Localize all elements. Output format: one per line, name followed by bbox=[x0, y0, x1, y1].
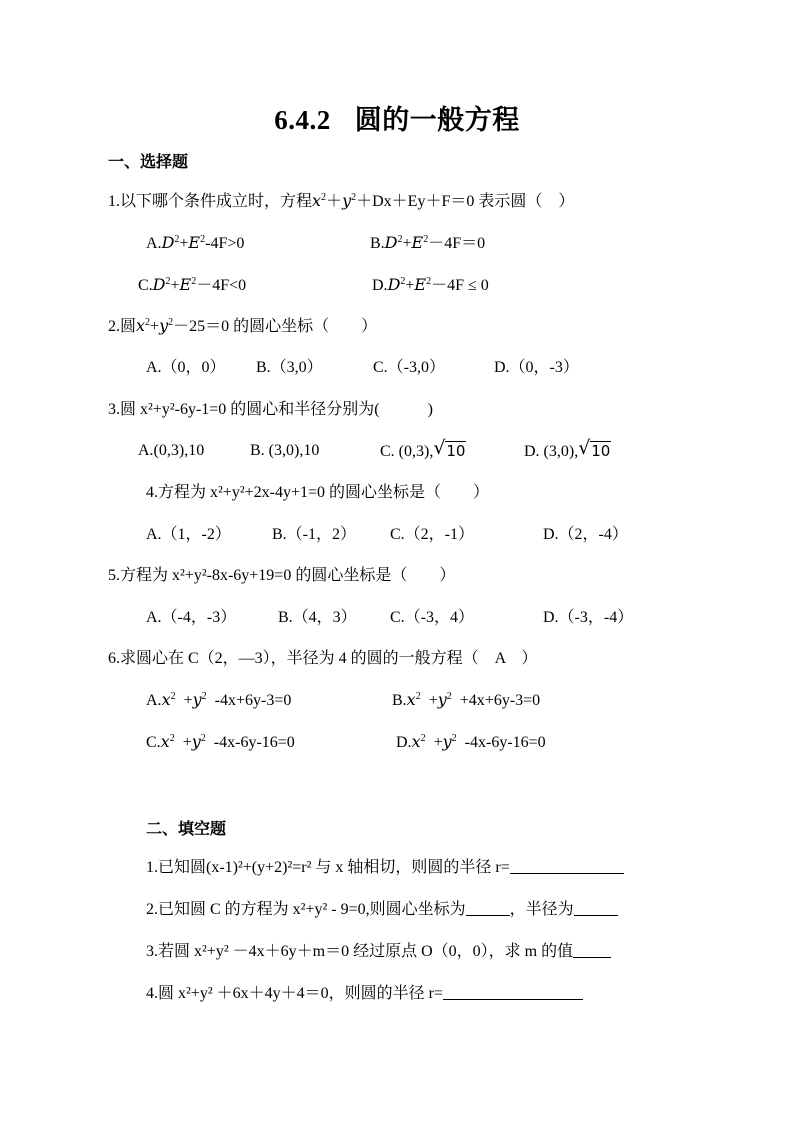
q2-option-a: A.（0，0） bbox=[146, 359, 226, 376]
q2-option-d: D.（0，-3） bbox=[494, 359, 579, 376]
fill-question-1: 1.已知圆(x-1)²+(y+2)²=r² 与 x 轴相切，则圆的半径 r= bbox=[146, 857, 624, 878]
q1-stem-start: 1.以下哪个条件成立时，方程 bbox=[108, 193, 313, 210]
question-1: 1.以下哪个条件成立时，方程$x^2+y^2+Dx+Ey+F=0$ 表示圆（ ） bbox=[108, 191, 575, 210]
q5-option-b: B.（4，3） bbox=[278, 609, 357, 626]
q1-option-d: $D.D^2+E^2-4F \le 0$ bbox=[372, 275, 489, 294]
square-root-symbol: √ 10 bbox=[433, 441, 466, 462]
q5-option-d: D.（-3，-4） bbox=[543, 609, 634, 626]
q1-stem-end: ＋Dx＋Ey＋F＝0 表示圆（ ） bbox=[356, 193, 575, 210]
question-2: 2.圆$x^2+y^2-25=0$ 的圆心坐标（ ） bbox=[108, 316, 378, 335]
question-5: 5.方程为 x²+y²-8x-6y+19=0 的圆心坐标是（ ） bbox=[108, 567, 456, 584]
section-heading-choice: 一、选择题 bbox=[108, 152, 189, 171]
q3-option-a: A.(0,3),10 bbox=[138, 442, 205, 459]
q2-option-b: B.（3,0） bbox=[256, 359, 323, 376]
q5-option-c: C.（-3，4） bbox=[390, 609, 475, 626]
q6-option-d: $D.x^2 +y^2$ -4x-6y-16=0 bbox=[396, 732, 546, 751]
question-6: 6.求圆心在 C（2，—3），半径为 4 的圆的一般方程（ A ） bbox=[108, 650, 538, 667]
q3-option-c: C. (0,3),√ 10 bbox=[380, 441, 466, 462]
question-3: 3.圆 x²+y²-6y-1=0 的圆心和半径分别为( ) bbox=[108, 401, 433, 418]
q4-option-d: D.（2，-4） bbox=[543, 526, 628, 543]
q4-option-b: B.（-1，2） bbox=[272, 526, 357, 543]
q6-option-a: $A.x^2 +y^2$ -4x+6y-3=0 bbox=[146, 690, 292, 709]
q5-option-a: A.（-4，-3） bbox=[146, 609, 237, 626]
answer-blank[interactable] bbox=[510, 857, 624, 874]
q3-option-b: B. (3,0),10 bbox=[250, 442, 320, 459]
q4-option-a: A.（1，-2） bbox=[146, 526, 231, 543]
q4-option-c: C.（2，-1） bbox=[390, 526, 475, 543]
fill-question-2: 2.已知圆 C 的方程为 x²+y² - 9=0,则圆心坐标为 ，半径为 bbox=[146, 899, 618, 920]
q6-option-c: $C.x^2 +y^2$ -4x-6y-16=0 bbox=[146, 732, 295, 751]
q1-option-a: $A.D^2+E^2-4F>0$ bbox=[146, 233, 245, 252]
answer-blank[interactable] bbox=[573, 941, 611, 958]
q3-option-d: D. (3,0),√ 10 bbox=[524, 441, 611, 462]
page-title bbox=[0, 98, 794, 137]
title-text: 圆的一般方程 bbox=[354, 105, 520, 136]
fill-question-3: 3.若圆 x²+y² －4x＋6y＋m＝0 经过原点 O（0，0），求 m 的值 bbox=[146, 941, 611, 962]
question-4: 4.方程为 x²+y²+2x-4y+1=0 的圆心坐标是（ ） bbox=[146, 484, 490, 501]
answer-blank[interactable] bbox=[466, 899, 510, 916]
section-heading-fill: 二、填空题 bbox=[146, 819, 227, 838]
title-number: 6.4.2 bbox=[274, 105, 331, 135]
answer-blank[interactable] bbox=[443, 983, 583, 1000]
q1-option-b: $B.D^2+E^2-4F=0$ bbox=[370, 233, 486, 252]
q2-option-c: C.（-3,0） bbox=[373, 359, 446, 376]
fill-question-4: 4.圆 x²+y² ＋6x＋4y＋4＝0，则圆的半径 r= bbox=[146, 983, 583, 1004]
q1-option-c: $C.D^2+E^2-4F<0$ bbox=[138, 275, 247, 294]
q6-option-b: $B.x^2 +y^2 +4x+6y-3=0$ bbox=[392, 690, 541, 709]
answer-blank[interactable] bbox=[574, 899, 618, 916]
square-root-symbol: √ 10 bbox=[578, 441, 611, 462]
